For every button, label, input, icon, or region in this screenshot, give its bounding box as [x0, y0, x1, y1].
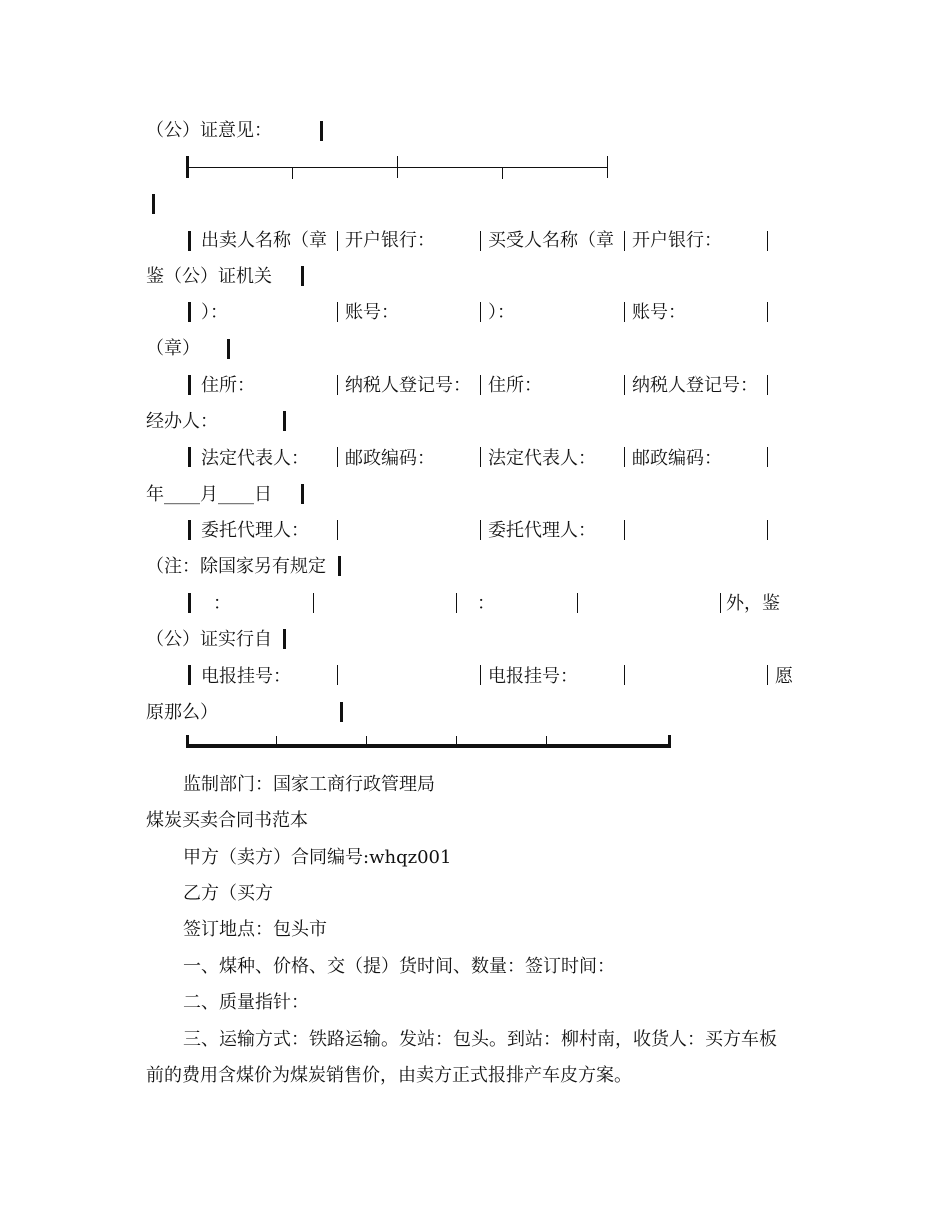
- table-border: [188, 231, 191, 251]
- table-border: [767, 520, 768, 540]
- table-border: [337, 520, 338, 540]
- table-border: [186, 735, 189, 748]
- seal-label: （章）: [146, 338, 200, 359]
- table-border: [188, 520, 191, 540]
- handler-label: 经办人：: [146, 411, 218, 432]
- table-border: [480, 665, 481, 685]
- table-border: [767, 231, 768, 251]
- table-border: [480, 231, 481, 251]
- clause-3-line-1: 三、运输方式：铁路运输。发站：包头。到站：柳村南，收货人：买方车板: [183, 1029, 777, 1050]
- table-border: [668, 735, 671, 748]
- clause-3-line-2: 前的费用含煤价为煤炭销售价，由卖方正式报排产车皮方案。: [146, 1065, 632, 1086]
- table-border: [607, 156, 608, 178]
- seller-tax-label: 纳税人登记号：: [345, 375, 471, 396]
- table-border: [313, 593, 314, 613]
- sign-place-line: 签订地点：包头市: [183, 919, 327, 940]
- table-border: [366, 736, 367, 744]
- table-border: [337, 447, 338, 467]
- verify-org-label: 鉴（公）证机关: [146, 266, 272, 287]
- except-label: 外，鉴: [726, 593, 780, 614]
- supervisor-line: 监制部门：国家工商行政管理局: [183, 774, 435, 795]
- table-border: [227, 339, 230, 359]
- clause-1: 一、煤种、价格、交（提）货时间、数量：签订时间：: [183, 956, 615, 977]
- table-border: [577, 593, 578, 613]
- table-border: [337, 665, 338, 685]
- buyer-name-label: 买受人名称（章: [488, 230, 614, 251]
- seller-name-label: 出卖人名称（章: [201, 230, 327, 251]
- table-border: [292, 167, 293, 179]
- table-border: [767, 375, 768, 395]
- notary-opinion-label: （公）证意见：: [146, 120, 272, 141]
- notary-self-label: （公）证实行自: [146, 629, 272, 650]
- table-border: [720, 593, 721, 613]
- colon-label: ：: [213, 593, 231, 614]
- table-border: [337, 231, 338, 251]
- table-border: [546, 736, 547, 744]
- seller-telegram-label: 电报挂号：: [201, 666, 291, 687]
- table-border: [624, 375, 625, 395]
- seller-account-label: 账号：: [345, 302, 399, 323]
- table-border: [188, 593, 191, 613]
- table-border: [276, 736, 277, 744]
- buyer-bank-label: 开户银行：: [632, 230, 722, 251]
- table-border: [767, 665, 768, 685]
- table-border: [337, 302, 338, 322]
- table-border: [338, 556, 341, 576]
- table-border: [283, 411, 286, 431]
- seller-agent-label: 委托代理人：: [201, 520, 309, 541]
- buyer-tax-label: 纳税人登记号：: [632, 375, 758, 396]
- table-border: [480, 447, 481, 467]
- table-border: [188, 375, 191, 395]
- wish-cont-label: 原那么）: [146, 702, 218, 723]
- table-border: [480, 375, 481, 395]
- table-border: [152, 194, 155, 214]
- buyer-seal-label: ）：: [488, 302, 515, 323]
- table-border: [337, 375, 338, 395]
- table-border: [397, 156, 398, 178]
- wish-label: 愿: [775, 666, 793, 687]
- colon-label: ：: [477, 593, 495, 614]
- table-border: [624, 665, 625, 685]
- seller-postcode-label: 邮政编码：: [345, 448, 435, 469]
- document-title: 煤炭买卖合同书范本: [146, 810, 308, 831]
- buyer-telegram-label: 电报挂号：: [488, 666, 578, 687]
- table-border: [188, 665, 191, 685]
- table-border: [301, 266, 304, 286]
- table-border: [456, 593, 457, 613]
- seller-address-label: 住所：: [201, 375, 255, 396]
- buyer-account-label: 账号：: [632, 302, 686, 323]
- buyer-agent-label: 委托代理人：: [488, 520, 596, 541]
- table-border: [283, 629, 286, 649]
- table-border: [624, 447, 625, 467]
- table-border: [480, 520, 481, 540]
- table-border: [186, 156, 189, 178]
- table-border: [624, 520, 625, 540]
- buyer-address-label: 住所：: [488, 375, 542, 396]
- table-border: [340, 702, 343, 722]
- table-border: [320, 121, 323, 141]
- buyer-postcode-label: 邮政编码：: [632, 448, 722, 469]
- table-border: [502, 167, 503, 179]
- table-border: [624, 302, 625, 322]
- table-border: [301, 484, 304, 504]
- seller-legal-rep-label: 法定代表人：: [201, 448, 309, 469]
- date-line: 年____月____日: [146, 484, 272, 505]
- table-border: [188, 447, 191, 467]
- seller-bank-label: 开户银行：: [345, 230, 435, 251]
- table-border: [767, 447, 768, 467]
- table-bottom-border: [186, 744, 671, 748]
- table-border: [480, 302, 481, 322]
- clause-2: 二、质量指针：: [183, 992, 309, 1013]
- table-border: [188, 302, 191, 322]
- note-label: （注：除国家另有规定: [146, 556, 326, 577]
- party-b-line: 乙方（买方: [183, 883, 273, 904]
- table-border: [624, 231, 625, 251]
- seller-seal-label: ）：: [201, 302, 228, 323]
- table-border: [767, 302, 768, 322]
- party-a-line: 甲方（卖方）合同编号:whqz001: [183, 847, 452, 868]
- table-border: [456, 736, 457, 744]
- buyer-legal-rep-label: 法定代表人：: [488, 448, 596, 469]
